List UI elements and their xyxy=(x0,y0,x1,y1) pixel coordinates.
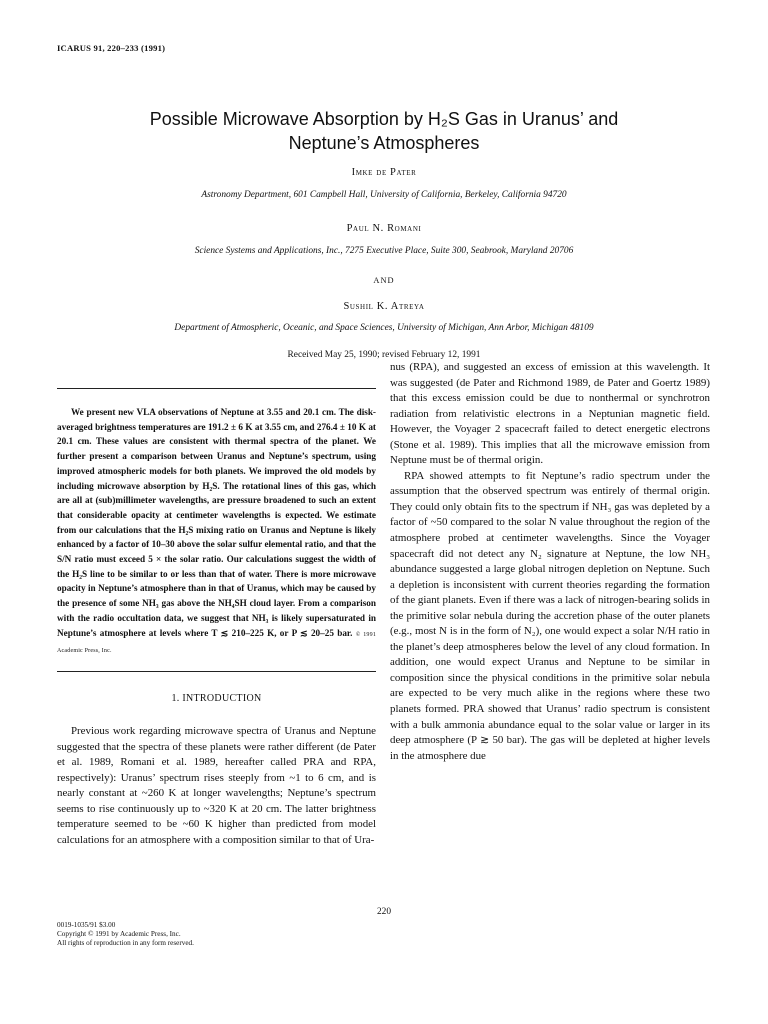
title-line-1: Possible Microwave Absorption by H₂S Gas in Uranus’ and xyxy=(149,109,619,129)
body-paragraph: nus (RPA), and suggested an excess of emission at this wavelength. It was suggested (de Pater and Richmond 1989, de Pater and Goertz 1989) that this excess emission could be due to nonthermal or synchrotron radiation from relativistic electrons in a Neptunian magnetic field. However, the Voyager 2 spacecraft failed to detect energetic electrons (Stone et al. 1989). This implies that all the microwave emission from Neptune must be of thermal origin. xyxy=(390,361,710,467)
journal-reference: ICARUS 91, 220–233 (1991) xyxy=(57,43,166,53)
received-date: Received May 25, 1990; revised February 12, 1991 xyxy=(287,350,481,360)
title-line-2: Neptune’s Atmospheres xyxy=(288,133,480,153)
copyright-footer xyxy=(57,921,194,949)
footer-line: Copyright © 1991 by Academic Press, Inc. xyxy=(57,930,181,939)
divider xyxy=(57,388,376,389)
author-affiliation: Department of Atmospheric, Oceanic, and Space Sciences, University of Michigan, Ann Arbor, Michigan 48109 xyxy=(174,323,594,333)
paper-title xyxy=(60,107,708,155)
author-name: Sushil K. Atreya xyxy=(343,301,425,312)
abstract-copyright: © 1991 Academic Press, Inc. xyxy=(57,631,377,655)
body-paragraph: Previous work regarding microwave spectra of Uranus and Neptune suggested that the spectra of these planets were rather different (de Pater et al. 1989, Romani et al. 1989, hereafter called PRA and RPA, respectively): Uranus’ spectrum rises steeply from ~1 to 6 cm, and is nearly constant at ~260 K at longer wavelengths; Neptune’s spectrum seems to rise continuously up to ~320 K at 20 cm. The latter brightness temperature seemed to be ~60 K higher than predicted from model calculations for an atmosphere with a composition similar to that of Ura- xyxy=(57,724,376,846)
section-heading: 1. INTRODUCTION xyxy=(171,692,262,704)
abstract xyxy=(57,405,376,659)
right-column xyxy=(390,360,710,764)
author-affiliation: Astronomy Department, 601 Campbell Hall, University of California, Berkeley, California 94720 xyxy=(201,190,567,200)
author-affiliation: Science Systems and Applications, Inc., 7275 Executive Place, Suite 300, Seabrook, Maryland 20706 xyxy=(194,246,574,256)
author-name: Imke de Pater xyxy=(351,167,417,178)
footer-line: All rights of reproduction in any form reserved. xyxy=(57,939,194,948)
divider xyxy=(57,671,376,672)
and-separator: AND xyxy=(373,276,395,285)
page-number: 220 xyxy=(376,907,392,917)
body-paragraph: RPA showed attempts to fit Neptune’s radio spectrum under the assumption that the observed spectrum was entirely of thermal origin. They could only obtain fits to the spectrum if NH₃ gas was depleted by a factor of ~50 compared to the solar N value throughout the region of the atmosphere probed at centimeter wavelengths. Since the Voyager spacecraft did not detect any N₂ signature at Neptune, the low NH₃ abundance suggested a large global nitrogen depletion on Neptune. Such a depletion is inconsistent with current theories regarding the formation of the giant planets. Even if there was a lack of nitrogen-bearing solids in the primitive solar nebula during the accretion phase of the outer planets (e.g., most N is in the form of N₂), one would expect a solar N/H ratio in the planet’s deep atmospheres below the level of any cloud formation. In addition, one would expect Uranus and Neptune to be similar in composition since the physical conditions in the primitive solar nebula are expected to be very much alike in the regions where these two planets formed. PRA showed that Uranus’ radio spectrum is consistent with a bulk ammonia abundance equal to the solar value or larger in its deep atmosphere (P ≳ 50 bar). The gas will be depleted at higher levels in the atmosphere due xyxy=(390,469,710,762)
left-column xyxy=(57,388,376,848)
footer-line: 0019-1035/91 $3.00 xyxy=(57,921,116,929)
abstract-text: We present new VLA observations of Neptune at 3.55 and 20.1 cm. The disk-averaged brightness temperatures are 191.2 ± 6 K at 3.55 cm, and 276.4 ± 10 K at 20.1 cm. These values are consistent with thermal spectra of the planet. We further present a comparison between Uranus and Neptune’s spectrum, using improved atmospheric models for both planets. We improved the old models by including microwave absorption by H₂S. The rotational lines of this gas, which are all at (sub)millimeter wavelengths, are pressure broadened to such an extent that considerable opacity at centimeter wavelengths is expected. We estimate from our calculations that the H₂S mixing ratio on Uranus and Neptune is likely enhanced by a factor of 10–30 above the solar sulfur elemental ratio, and that the S/N ratio must exceed 5 × the solar ratio. Our calculations suggest the width of the H₂S line to be similar to or less than that of water. There is more microwave opacity in Neptune’s atmosphere than in that of Uranus, which may be caused by the presence of some NH₃ gas above the NH₄SH cloud layer. From a comparison with the radio occultation data, we suggest that NH₃ is likely supersaturated in Neptune’s atmosphere at levels where T ≲ 210–225 K, or P ≲ 20–25 bar. xyxy=(57,407,376,638)
author-name: Paul N. Romani xyxy=(346,223,422,234)
